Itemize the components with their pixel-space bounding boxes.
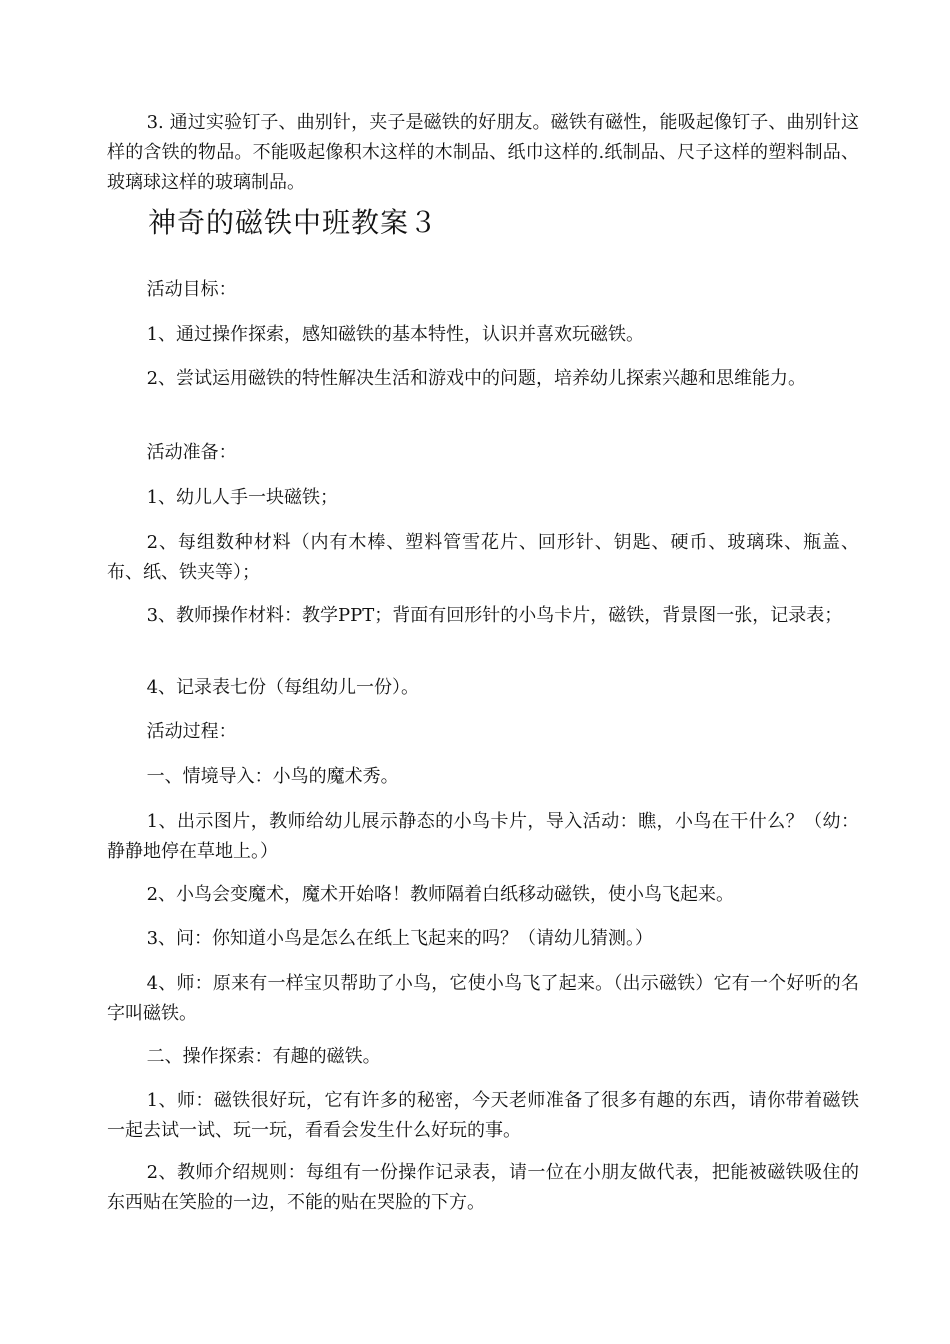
section-1-step-4: 4、师：原来有一样宝贝帮助了小鸟，它使小鸟飞了起来。（出示磁铁）它有一个好听的名字叫磁铁。	[107, 973, 859, 1024]
section-1-step-3: 3、问：你知道小鸟是怎么在纸上飞起来的吗？（请幼儿猜测。）	[146, 928, 654, 949]
section-2-step-2: 2、教师介绍规则：每组有一份操作记录表，请一位在小朋友做代表，把能被磁铁吸住的东西贴在笑脸的一边，不能的贴在哭脸的下方。	[107, 1162, 859, 1213]
section-2-heading: 二、操作探索：有趣的磁铁。	[146, 1046, 381, 1067]
section-1-heading: 一、情境导入：小鸟的魔术秀。	[146, 766, 399, 787]
goal-1: 1、通过操作探索，感知磁铁的基本特性，认识并喜欢玩磁铁。	[146, 324, 645, 345]
prep-item-3: 3、教师操作材料：教学PPT；背面有回形针的小鸟卡片，磁铁，背景图一张，记录表；	[146, 605, 843, 626]
intro-paragraph: 3. 通过实验钉子、曲别针，夹子是磁铁的好朋友。磁铁有磁性，能吸起像钉子、曲别针这样的含铁的物品。不能吸起像积木这样的木制品、纸巾这样的.纸制品、尺子这样的塑料制品、玻璃球这样的玻璃制品。	[107, 112, 859, 193]
goal-2: 2、尝试运用磁铁的特性解决生活和游戏中的问题，培养幼儿探索兴趣和思维能力。	[146, 368, 807, 389]
prep-item-4: 4、记录表七份（每组幼儿一份）。	[146, 677, 420, 698]
section-2-step-1: 1、师：磁铁很好玩，它有许多的秘密，今天老师准备了很多有趣的东西，请你带着磁铁一起去试一试、玩一玩，看看会发生什么好玩的事。	[107, 1090, 859, 1141]
section-1-step-2: 2、小鸟会变魔术，魔术开始咯！教师隔着白纸移动磁铁，使小鸟飞起来。	[146, 884, 735, 905]
prep-heading: 活动准备：	[146, 442, 237, 463]
section-1-step-1: 1、出示图片，教师给幼儿展示静态的小鸟卡片，导入活动：瞧，小鸟在干什么？（幼：静静地停在草地上。）	[107, 811, 859, 862]
goals-heading: 活动目标：	[146, 279, 237, 300]
prep-item-1: 1、幼儿人手一块磁铁；	[146, 487, 339, 508]
document-title: 神奇的磁铁中班教案３	[148, 206, 439, 239]
process-heading: 活动过程：	[146, 721, 237, 742]
prep-item-2: 2、每组数种材料（内有木棒、塑料管雪花片、回形针、钥匙、硬币、玻璃珠、瓶盖、布、纸、铁夹等）；	[107, 532, 859, 583]
